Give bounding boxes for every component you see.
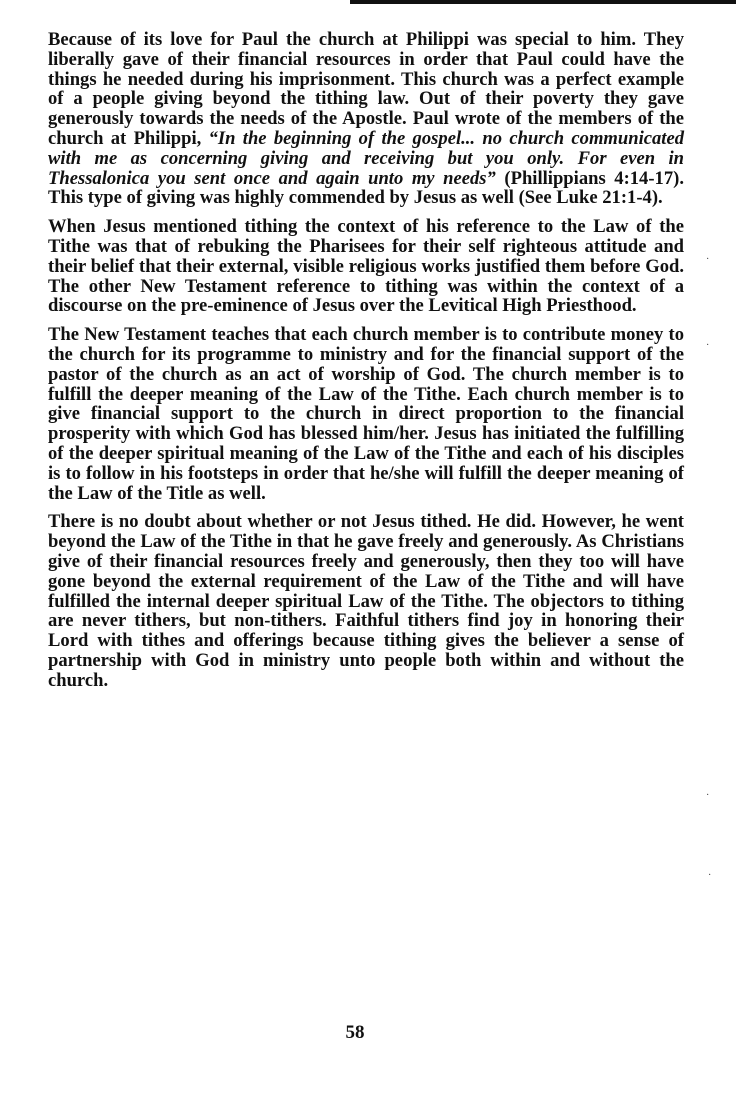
margin-speck: · (706, 254, 710, 265)
top-rule (350, 0, 736, 4)
scripture-quote: “In the beginning of the gospel... no church communicated with me as concerning giving and receiving but you only. For even in Thessalonica you sent once and again unto my needs” (48, 127, 684, 189)
margin-speck: · (706, 340, 710, 351)
paragraph-1 (48, 30, 684, 208)
paragraph-4: There is no doubt about whether or not Jesus tithed. He did. However, he went beyond the Law of the Tithe in that he gave freely and generously. As Christians give of their financial resources freely and generously, then they too will have gone beyond the external requirement of the Law of the Tithe and will have fulfilled the internal deeper spiritual Law of the Tithe. The objectors to tithing are never tithers, but non-tithers. Faithful tithers find joy in honoring their Lord with tithes and offerings because tithing gives the believer a sense of partnership with God in ministry unto people both within and without the church. (48, 511, 684, 691)
margin-speck: · (708, 870, 712, 881)
paragraph-1-text-start: Because of its love for Paul the church at Philippi was special to him. They liberally gave of their financial resources in order that Paul could have the things he needed during his imprisonment. This church was a perfect example of a people giving beyond the tithing law. Out of their poverty they gave generously towards the needs of the Apostle. Paul wrote of the members of the church at Philippi, (48, 29, 684, 149)
margin-speck: · (706, 790, 710, 801)
body-text (48, 30, 684, 700)
paragraph-2: When Jesus mentioned tithing the context of his reference to the Law of the Tithe was that of rebuking the Pharisees for their self righteous attitude and their belief that their external, visible religious works justified them before God. The other New Testament reference to tithing was within the context of a discourse on the pre-eminence of Jesus over the Levitical High Priesthood. (48, 216, 684, 317)
paragraph-3: The New Testament teaches that each church member is to contribute money to the church for its programme to ministry and for the financial support of the pastor of the church as an act of worship of God. The church member is to fulfill the deeper meaning of the Law of the Tithe. Each church member is to give financial support to the church in direct proportion to the financial prosperity with which God has blessed him/her. Jesus has initiated the fulfilling of the deeper spiritual meaning of the Law of the Tithe and each of his disciples is to follow in his footsteps in order that he/she will fulfill the deeper meaning of the Law of the Title as well. (48, 324, 684, 504)
paragraph-1-text-end: (Phillippians 4:14-17). This type of giving was highly commended by Jesus as well (See Luke 21:1-4). (48, 167, 684, 209)
page-number: 58 (345, 1022, 365, 1043)
